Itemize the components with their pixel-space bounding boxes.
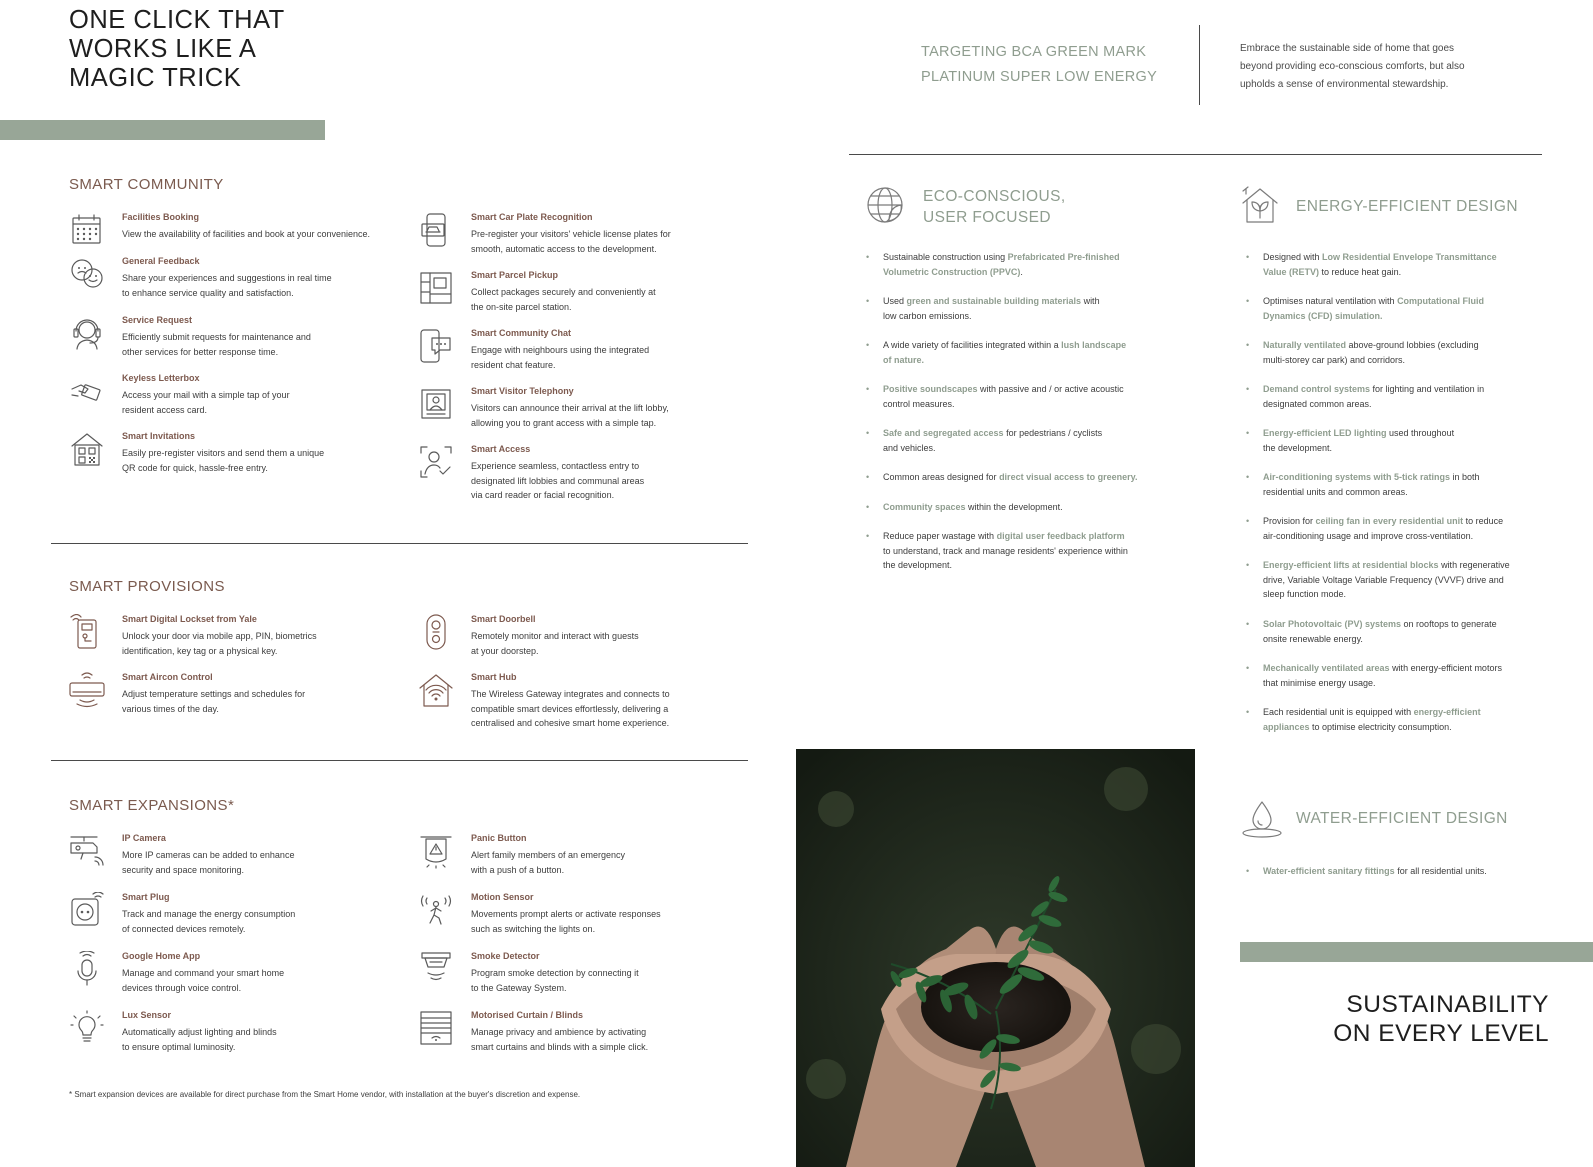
expansions-footnote: * Smart expansion devices are available for direct purchase from the Smart Home vendor, with installation at the buyer's discretion and expense. xyxy=(69,1090,581,1099)
feature-title: Lux Sensor xyxy=(122,1010,172,1020)
feature-desc: Efficiently submit requests for maintenance and other services for better response time. xyxy=(122,332,311,357)
eco-item: • Positive soundscapes with passive and / or active acoustic control measures. xyxy=(866,384,1124,409)
feature-title: Smart Access xyxy=(471,444,531,454)
divider-provisions-expansions xyxy=(51,760,748,761)
smart-plug-icon xyxy=(69,892,105,928)
headline-line-2: WORKS LIKE A xyxy=(69,35,257,63)
feature-title: Smart Aircon Control xyxy=(122,672,213,682)
car-plate-icon xyxy=(418,212,454,248)
feature-title: Smart Invitations xyxy=(122,431,196,441)
energy-item: • Mechanically ventilated areas with energy-efficient motors that minimise energy usage. xyxy=(1246,663,1502,688)
eco-item: • Common areas designed for direct visual access to greenery. xyxy=(866,472,1138,482)
green-mark-heading: TARGETING BCA GREEN MARK PLATINUM SUPER LOW ENERGY xyxy=(921,44,1158,85)
water-drop-icon xyxy=(1240,799,1284,839)
feature-desc: Easily pre-register visitors and send them a unique QR code for quick, hassle-free entry. xyxy=(122,448,325,473)
energy-item: • Each residential unit is equipped with energy-efficient appliances to optimise electricity consumption. xyxy=(1246,707,1481,732)
feature-title: Panic Button xyxy=(471,833,527,843)
headset-icon xyxy=(69,315,105,351)
card-tap-icon xyxy=(69,373,105,409)
feature-title: Smart Doorbell xyxy=(471,614,536,624)
energy-item: • Provision for ceiling fan in every residential unit to reduce air-conditioning usage and improve cross-ventilation. xyxy=(1246,516,1504,541)
feature-title: Motion Sensor xyxy=(471,892,534,902)
eco-item: • Used green and sustainable building materials with low carbon emissions. xyxy=(866,296,1100,321)
feature-desc: Alert family members of an emergency with a push of a button. xyxy=(471,850,626,875)
eco-item: • A wide variety of facilities integrated within a lush landscape of nature. xyxy=(866,340,1127,365)
panic-button-icon xyxy=(418,833,454,869)
feature-desc: Movements prompt alerts or activate responses such as switching the lights on. xyxy=(471,909,661,934)
feature-desc: Track and manage the energy consumption of connected devices remotely. xyxy=(122,909,296,934)
ip-camera-icon xyxy=(69,833,105,869)
intro-paragraph: Embrace the sustainable side of home that goes beyond providing eco-conscious comforts, but also upholds a sense of environmental stewardship. xyxy=(1240,43,1465,90)
qr-house-icon xyxy=(69,431,105,467)
closing-accent-bar xyxy=(1240,942,1593,962)
eco-title: ECO-CONSCIOUS, USER FOCUSED xyxy=(923,188,1066,226)
microphone-icon xyxy=(69,951,105,987)
feature-desc: View the availability of facilities and book at your convenience. xyxy=(122,229,370,239)
closing-headline: SUSTAINABILITY ON EVERY LEVEL xyxy=(1333,991,1549,1047)
smart-hub-icon xyxy=(418,672,454,708)
eco-item: • Reduce paper wastage with digital user feedback platform to understand, track and manage residents' experience within the development. xyxy=(866,531,1128,570)
headline-accent-bar xyxy=(0,120,325,140)
feature-desc: Automatically adjust lighting and blinds to ensure optimal luminosity. xyxy=(122,1027,277,1052)
feature-desc: Visitors can announce their arrival at the lift lobby, allowing you to grant access with a simple tap. xyxy=(471,403,669,428)
feature-desc: The Wireless Gateway integrates and connects to compatible smart devices effortlessly, delivering a centralised and cohesive smart home experience. xyxy=(471,689,670,728)
doorbell-icon xyxy=(418,614,454,650)
feature-desc: More IP cameras can be added to enhance security and space monitoring. xyxy=(122,850,295,875)
feature-title: Service Request xyxy=(122,315,193,325)
feature-title: Smart Visitor Telephony xyxy=(471,386,574,396)
feature-desc: Collect packages securely and conveniently at the on-site parcel station. xyxy=(471,287,656,312)
smart-expansions-title: SMART EXPANSIONS* xyxy=(69,797,235,814)
headline-line-3: MAGIC TRICK xyxy=(69,64,242,92)
parcel-locker-icon xyxy=(418,270,454,306)
energy-item: • Solar Photovoltaic (PV) systems on rooftops to generate onsite renewable energy. xyxy=(1246,619,1497,644)
smart-provisions-title: SMART PROVISIONS xyxy=(69,578,225,595)
smart-community-title: SMART COMMUNITY xyxy=(69,176,224,193)
feature-title: Smart Hub xyxy=(471,672,517,682)
feature-desc: Pre-register your visitors' vehicle license plates for smooth, automatic access to the development. xyxy=(471,229,671,254)
feature-title: IP Camera xyxy=(122,833,166,843)
eco-item: • Safe and segregated access for pedestrians / cyclists and vehicles. xyxy=(866,428,1103,453)
energy-item: • Naturally ventilated above-ground lobbies (excluding multi-storey car park) and corridors. xyxy=(1246,340,1479,365)
energy-item: • Energy-efficient LED lighting used throughout the development. xyxy=(1246,428,1455,453)
energy-item: • Designed with Low Residential Envelope Transmittance Value (RETV) to reduce heat gain. xyxy=(1246,252,1497,277)
feature-desc: Manage and command your smart home devices through voice control. xyxy=(122,968,285,993)
curtain-blinds-icon xyxy=(418,1010,454,1046)
energy-item: • Air-conditioning systems with 5-tick ratings in both residential units and common areas. xyxy=(1246,472,1480,497)
light-bulb-icon xyxy=(69,1010,105,1046)
digital-lockset-icon xyxy=(69,614,105,650)
divider-community-provisions xyxy=(51,543,748,544)
house-leaf-icon xyxy=(1240,185,1280,225)
water-title: WATER-EFFICIENT DESIGN xyxy=(1296,810,1508,827)
feature-desc: Experience seamless, contactless entry to designated lift lobbies and communal areas via card reader or facial recognition. xyxy=(471,461,645,500)
feature-title: Smart Community Chat xyxy=(471,328,572,338)
headline-line-1: ONE CLICK THAT xyxy=(69,6,285,34)
headline xyxy=(69,6,285,93)
feature-desc: Unlock your door via mobile app, PIN, biometrics identification, key tag or a physical key. xyxy=(122,631,317,656)
energy-item: • Energy-efficient lifts at residential blocks with regenerative drive, Variable Voltage Variable Frequency (VVVF) drive and sleep function mode. xyxy=(1246,560,1510,599)
feature-title: Smart Car Plate Recognition xyxy=(471,212,593,222)
aircon-icon xyxy=(69,672,105,708)
hands-seedling-photo xyxy=(796,749,1195,1167)
divider-right-header xyxy=(849,154,1542,155)
visitor-telephony-icon xyxy=(418,386,454,422)
feature-title: Smart Plug xyxy=(122,892,170,902)
feature-title: Motorised Curtain / Blinds xyxy=(471,1010,584,1020)
calendar-icon xyxy=(69,212,105,248)
feature-desc: Program smoke detection by connecting it to the Gateway System. xyxy=(471,968,639,993)
feature-title: Smoke Detector xyxy=(471,951,540,961)
feature-desc: Access your mail with a simple tap of your resident access card. xyxy=(122,390,290,415)
chat-phone-icon xyxy=(418,328,454,364)
feature-desc: Share your experiences and suggestions in real time to enhance service quality and satisfaction. xyxy=(122,273,332,298)
smoke-detector-icon xyxy=(418,951,454,987)
feature-title: Facilities Booking xyxy=(122,212,200,222)
eco-item: • Sustainable construction using Prefabricated Pre-finished Volumetric Construction (PPVC). xyxy=(866,252,1120,277)
globe-leaf-icon xyxy=(865,185,905,225)
feature-desc: Engage with neighbours using the integrated resident chat feature. xyxy=(471,345,650,370)
feature-desc: Manage privacy and ambience by activating smart curtains and blinds with a simple click. xyxy=(471,1027,649,1052)
header-vertical-divider xyxy=(1199,25,1200,105)
feature-title: Keyless Letterbox xyxy=(122,373,200,383)
energy-title: ENERGY-EFFICIENT DESIGN xyxy=(1296,198,1518,215)
eco-item: • Community spaces within the development. xyxy=(866,502,1063,512)
face-scan-icon xyxy=(418,444,454,480)
energy-item: • Demand control systems for lighting and ventilation in designated common areas. xyxy=(1246,384,1485,409)
energy-item: • Optimises natural ventilation with Computational Fluid Dynamics (CFD) simulation. xyxy=(1246,296,1485,321)
feedback-faces-icon xyxy=(69,256,105,292)
feature-desc: Remotely monitor and interact with guests at your doorstep. xyxy=(471,631,639,656)
feature-desc: Adjust temperature settings and schedules for various times of the day. xyxy=(122,689,306,714)
motion-sensor-icon xyxy=(418,892,454,928)
feature-title: Smart Digital Lockset from Yale xyxy=(122,614,257,624)
water-item: • Water-efficient sanitary fittings for all residential units. xyxy=(1246,866,1487,876)
feature-title: General Feedback xyxy=(122,256,200,266)
feature-title: Smart Parcel Pickup xyxy=(471,270,559,280)
feature-title: Google Home App xyxy=(122,951,201,961)
